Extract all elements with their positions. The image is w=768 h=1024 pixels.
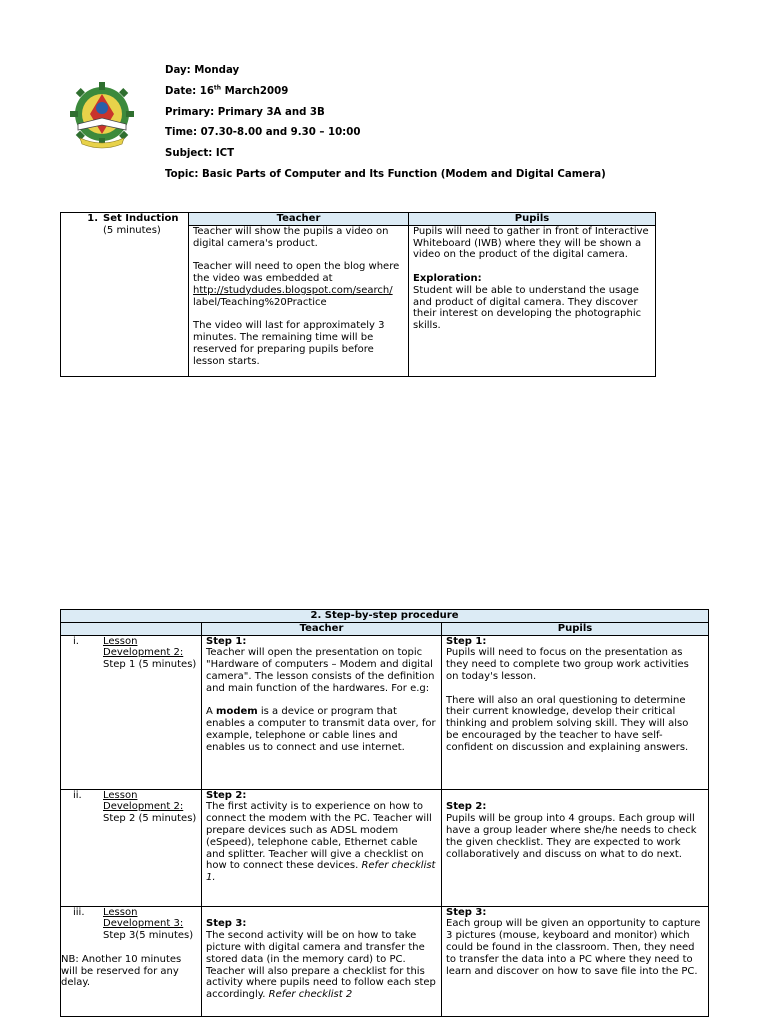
set-induction-cell <box>61 213 189 377</box>
pupils-cell <box>442 635 709 789</box>
step-by-step-table <box>60 609 709 1017</box>
pupils-paragraph: Pupils will need to gather in front of Interactive Whiteboard (IWB) where they will be shown a video on the product of the digital camera. <box>413 225 649 261</box>
set-induction-table <box>60 212 656 377</box>
step-heading: Step 1: <box>206 635 247 647</box>
teacher-paragraph: Teacher will need to open the blog where the video was embedded at http://studydudes.blogspot.com/search/ label/Teaching%20Practice <box>193 261 400 308</box>
teacher-paragraph: The first activity is to experience on how to connect the modem with the PC. Teacher will prepare devices such as ADSL modem (eSpeed), telephone cable, Ethernet cable and splitter. Teacher will give a checklist on how to connect these devices. Refer checklist 1. <box>206 801 436 884</box>
step-label-cell <box>61 906 202 1016</box>
primary-line: Primary: Primary 3A and 3B <box>165 106 325 118</box>
pupils-paragraph: Pupils will be group into 4 groups. Each group will have a group leader where she/he needs to check the given checklist. They are expected to work collaboratively and discuss on what to do next. <box>446 813 697 860</box>
blog-link[interactable]: http://studydudes.blogspot.com/search/ <box>193 284 393 296</box>
teacher-column-header: Teacher <box>189 213 409 226</box>
step-label: Development 2: <box>103 647 184 659</box>
teacher-paragraph: A modem is a device or program that enables a computer to transmit data over, for example, telephone or cable lines and enables us to connect and use internet. <box>206 706 436 753</box>
step-label: Lesson <box>103 635 138 647</box>
step-label-cell <box>61 789 202 906</box>
step-numeral: ii. <box>73 789 82 801</box>
step-heading: Step 3: <box>446 906 487 918</box>
step-label-cell <box>61 635 202 789</box>
step-duration: Step 1 (5 minutes) <box>103 659 197 671</box>
delay-note: NB: Another 10 minutes will be reserved for any delay. <box>61 953 182 989</box>
day-line: Day: Monday <box>165 65 240 76</box>
pupils-cell <box>442 906 709 1016</box>
step-heading: Step 1: <box>446 635 487 647</box>
blog-link-path: label/Teaching%20Practice <box>193 296 327 308</box>
section-number: 1. <box>87 213 98 224</box>
step-heading: Step 2: <box>446 801 487 813</box>
step-label: Development 3: <box>103 918 184 930</box>
subject-line: Subject: ICT <box>165 148 235 160</box>
step-duration: Step 2 (5 minutes) <box>103 813 197 825</box>
pupils-paragraph: Student will be able to understand the usage and product of digital camera. They discover their interest on developing the photographic skills. <box>413 284 642 332</box>
step-heading: Step 2: <box>206 789 247 801</box>
exploration-label: Exploration: <box>413 272 482 284</box>
topic-line: Topic: Basic Parts of Computer and Its Function (Modem and Digital Camera) <box>165 168 606 180</box>
pupils-paragraph: Each group will be given an opportunity to capture 3 pictures (mouse, keyboard and monitor) which could be found in the classroom. Then, they need to transfer the data into a PC where they need to learn and discover on how to save file into the PC. <box>446 918 701 977</box>
teacher-cell <box>202 906 442 1016</box>
step-label: Lesson <box>103 906 138 918</box>
checklist-reference: Refer checklist 2 <box>268 989 353 1001</box>
step-label: Lesson <box>103 789 138 801</box>
step-heading: Step 3: <box>206 918 247 930</box>
step-numeral: iii. <box>73 906 85 918</box>
school-crest-logo <box>64 78 140 154</box>
procedure-title: 2. Step-by-step procedure <box>61 610 709 623</box>
modem-term: modem <box>216 706 258 718</box>
teacher-cell <box>189 225 409 376</box>
teacher-cell <box>202 789 442 906</box>
section-duration: (5 minutes) <box>103 224 161 236</box>
pupils-cell <box>409 225 656 376</box>
teacher-paragraph: Teacher will open the presentation on topic "Hardware of computers – Modem and digital camera". The lesson consists of the definition and main function of the hardwares. For e.g: <box>206 647 435 694</box>
lesson-header <box>165 65 606 190</box>
pupils-cell <box>442 789 709 906</box>
blank-header-cell <box>61 622 202 635</box>
date-line: Date: 16th March2009 <box>165 84 289 97</box>
teacher-paragraph: The video will last for approximately 3 minutes. The remaining time will be reserved for preparing pupils before lesson starts. <box>193 320 385 367</box>
section-label: Set Induction <box>103 213 179 224</box>
step-label: Development 2: <box>103 801 184 813</box>
teacher-paragraph: Teacher will show the pupils a video on digital camera's product. <box>193 225 389 249</box>
pupils-column-header: Pupils <box>442 622 709 635</box>
teacher-paragraph: The second activity will be on how to take picture with digital camera and transfer the stored data (in the memory card) to PC. Teacher will also prepare a checklist for this activity where pupils need to follow each step accordingly. Refer checklist 2 <box>206 930 436 1001</box>
pupils-column-header: Pupils <box>409 213 656 226</box>
pupils-paragraph: Pupils will need to focus on the presentation as they need to complete two group work activities on today's lesson. <box>446 647 689 682</box>
pupils-paragraph: There will also an oral questioning to determine their current knowledge, develop their critical thinking and problem solving skill. They will also be encouraged by the teacher to have self-confident on discussion and explaining answers. <box>446 694 689 753</box>
step-duration: Step 3(5 minutes) <box>103 930 194 942</box>
teacher-column-header: Teacher <box>202 622 442 635</box>
teacher-cell <box>202 635 442 789</box>
time-line: Time: 07.30-8.00 and 9.30 – 10:00 <box>165 127 361 139</box>
checklist-reference: Refer checklist 1. <box>206 860 436 884</box>
step-numeral: i. <box>73 635 79 647</box>
